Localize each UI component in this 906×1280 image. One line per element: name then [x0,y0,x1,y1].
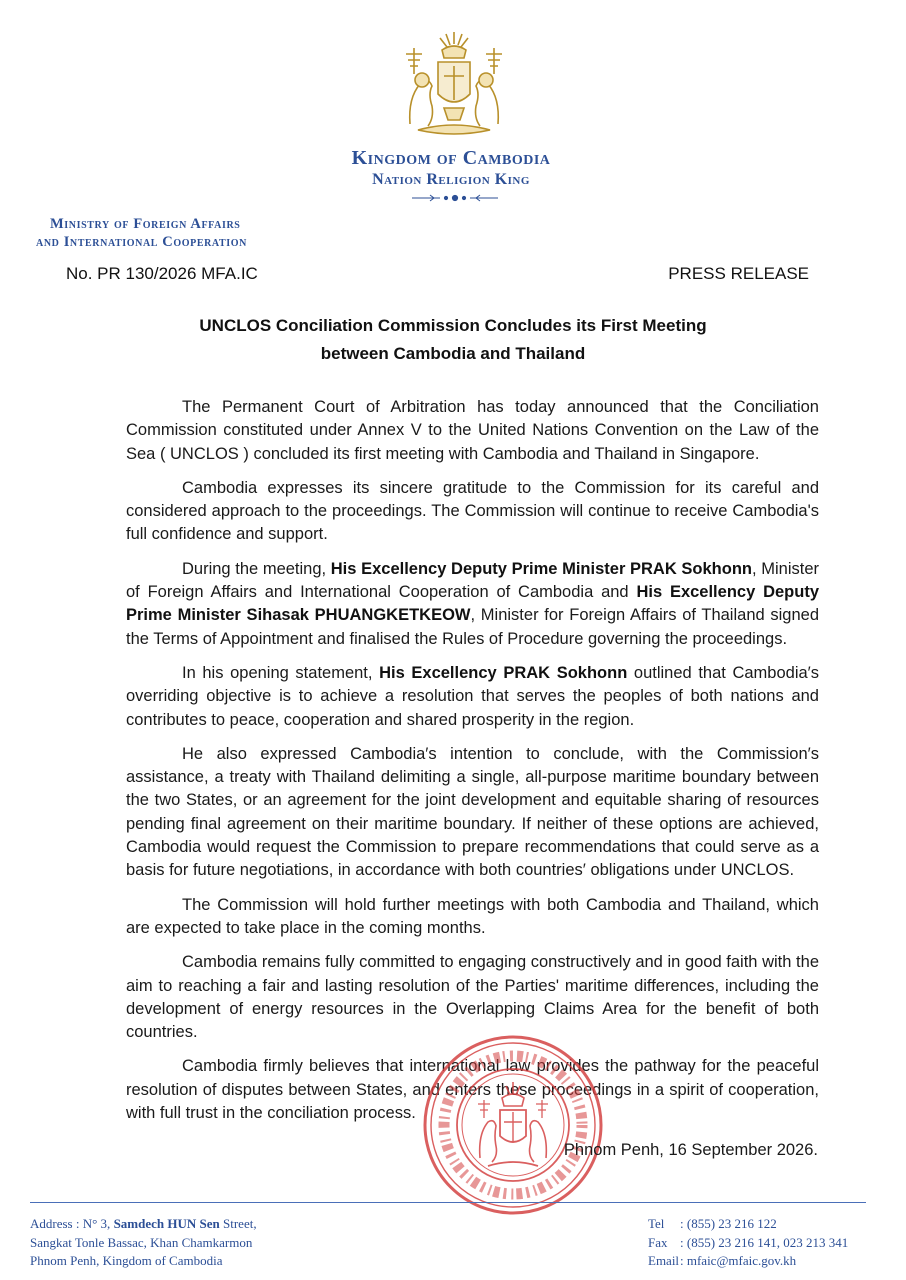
email-label: Email [648,1253,680,1268]
paragraph-4 [126,662,819,732]
ministry-name-line2: and International Cooperation [36,234,247,250]
tel-value: : (855) 23 216 122 [680,1216,777,1231]
press-release-title-line1: UNCLOS Conciliation Commission Concludes its First Meeting [199,316,707,335]
address-street-suffix: Street, [219,1216,257,1231]
paragraph-4-name: His Excellency PRAK Sokhonn [379,663,628,682]
paragraph-5: He also expressed Cambodia′s intention to conclude, with the Commission′s assistance, a treaty with Thailand delimiting a single, all-purpose maritime boundary between the two States, or an agreement for the joint development and equitable sharing of resources pending final agreement on their maritime boundary. If neither of these options are achieved, Cambodia would request the Commission to prepare recommendations that could serve as a basis for future negotiations, in accordance with both countries′ obligations under UNCLOS. [126,744,819,880]
document-type-label: PRESS RELEASE [668,264,809,283]
paragraph-6: The Commission will hold further meetings with both Cambodia and Thailand, which are expected to take place in the coming months. [126,895,819,937]
press-release-title-line2: between Cambodia and Thailand [320,344,586,363]
paragraph-3-text-e: , Minister for Foreign Affairs of Thailand signed the Terms of Appointment and finalised the Rules of Procedure governing the proceedings. [126,606,820,648]
footer-divider [30,1202,866,1203]
royal-arms-emblem-icon [398,28,510,140]
fax-label: Fax [648,1234,668,1250]
official-seal-stamp-icon [418,1030,608,1220]
fax-value: : (855) 23 216 141, 023 213 341 [680,1234,849,1250]
paragraph-3-name-cambodia: His Excellency Deputy Prime Minister PRAK Sokhonn [330,559,752,578]
paragraph-3-text-c: , Minister of Foreign Affairs and International Cooperation of Cambodia and [126,559,819,602]
paragraph-4-text-a: In his opening statement, [182,663,380,682]
footer-address [30,1215,257,1271]
ministry-name-line1: Ministry of Foreign Affairs [50,216,241,232]
paragraph-8: Cambodia firmly believes that international law provides the pathway for the peaceful resolution of disputes between States, and enters these proceedings in a spirit of cooperation, with full trust in the conciliation process. [126,1057,819,1123]
paragraph-2: Cambodia expresses its sincere gratitude to the Commission for its careful and considered approach to the proceedings. The Commission will continue to receive Cambodia's full confidence and support. [126,478,819,544]
address-line-2: Sangkat Tonle Bassac, Khan Chamkarmon [30,1234,253,1250]
contact-fax [648,1234,848,1253]
address-street-name: Samdech HUN Sen [113,1216,220,1231]
paragraph-1: The Permanent Court of Arbitration has today announced that the Conciliation Commission constituted under Annex V to the United Nations Convention on the Law of the Sea ( UNCLOS ) concluded its first meeting with Cambodia and Thailand in Singapore. [126,398,819,463]
footer-contacts [648,1215,848,1271]
kingdom-heading: Kingdom of Cambodia [351,147,551,169]
paragraph-4-text-c: outlined that Cambodia′s overriding objective is to achieve a resolution that serves the peoples of both nations and contributes to peace, cooperation and shared prosperity in the region. [126,663,820,729]
paragraph-3-name-thailand: His Excellency Deputy Prime Minister Sihasak PHUANGKETKEOW [126,583,819,625]
address-line-1 [30,1215,257,1234]
national-motto: Nation Religion King [372,171,530,188]
paragraph-3-text-a: During the meeting, [182,559,331,578]
address-label: Address : N° 3, [30,1216,114,1231]
contact-tel [648,1215,848,1234]
paragraph-7: Cambodia remains fully committed to engaging constructively and in good faith with the aim to reaching a fair and lasting resolution of the Parties' maritime differences, including the development of energy resources in the Overlapping Claims Area for the benefit of both countries. [126,953,819,1042]
address-line-3: Phnom Penh, Kingdom of Cambodia [30,1253,223,1268]
reference-number: No. PR 130/2026 MFA.IC [66,264,258,283]
email-value[interactable]: : mfaic@mfaic.gov.kh [680,1253,797,1268]
contact-email[interactable] [648,1252,848,1271]
decorative-divider-icon [410,192,500,204]
press-release-body [126,396,819,1136]
tel-label: Tel [648,1216,665,1231]
paragraph-3 [126,558,819,651]
place-and-date: Phnom Penh, 16 September 2026. [563,1141,818,1159]
